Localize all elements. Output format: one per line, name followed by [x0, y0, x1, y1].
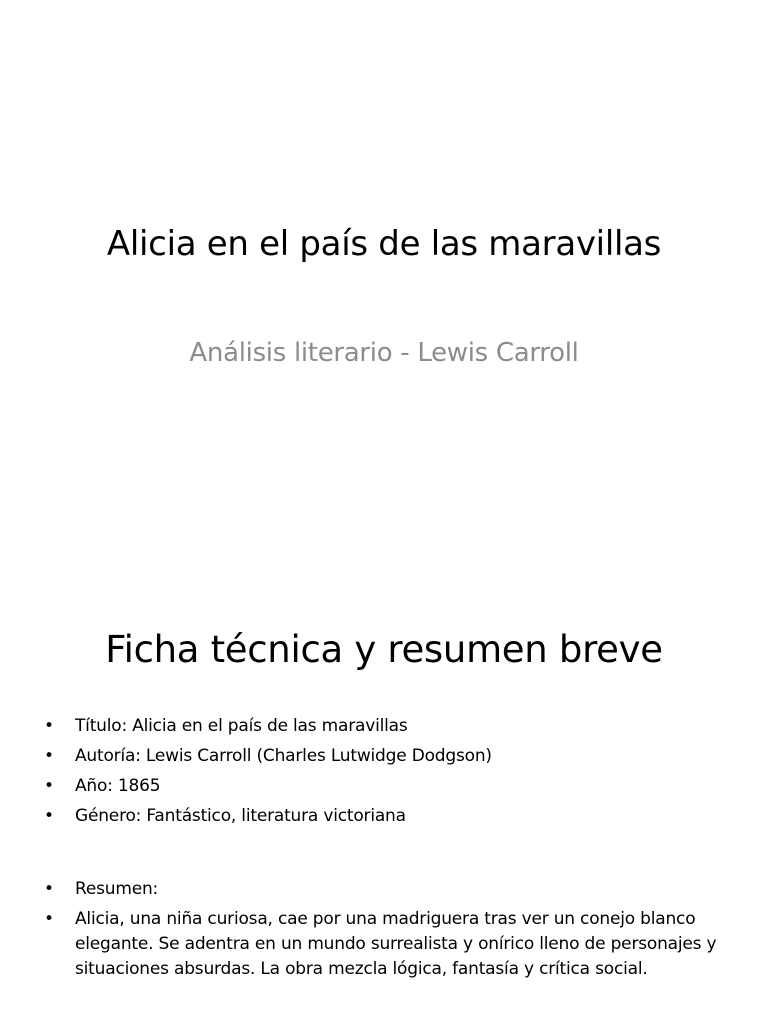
bullet-text: Título: Alicia en el país de las maravillas — [75, 716, 408, 736]
bullet-text: Año: 1865 — [75, 776, 161, 796]
slide-title: Ficha técnica y resumen breve — [105, 628, 663, 671]
bullet-item-summary — [44, 907, 734, 982]
bullet-list — [44, 714, 734, 987]
bullet-text: Autoría: Lewis Carroll (Charles Lutwidge Dodgson) — [75, 746, 492, 766]
bullet-text: Género: Fantástico, literatura victoriana — [75, 806, 406, 826]
slide-subtitle: Análisis literario - Lewis Carroll — [189, 338, 579, 368]
bullet-icon: • — [44, 806, 54, 826]
bullet-item-genre — [44, 804, 734, 829]
bullet-text: Alicia, una niña curiosa, cae por una madriguera tras ver un conejo blanco elegante. Se adentra en un mundo surrealista y onírico lleno de personajes y situaciones absurdas. La obra mezcla lógica, fantasía y crítica social. — [75, 909, 717, 979]
bullet-item-summary-heading — [44, 877, 734, 902]
bullet-item-title — [44, 714, 734, 739]
bullet-icon: • — [44, 879, 54, 899]
bullet-icon: • — [44, 776, 54, 796]
bullet-text: Resumen: — [75, 879, 159, 899]
content-slide — [0, 576, 768, 1024]
bullet-item-year — [44, 774, 734, 799]
bullet-icon: • — [44, 909, 54, 929]
bullet-icon: • — [44, 716, 54, 736]
slide-title: Alicia en el país de las maravillas — [106, 224, 662, 264]
bullet-item-author — [44, 744, 734, 769]
bullet-icon: • — [44, 746, 54, 766]
